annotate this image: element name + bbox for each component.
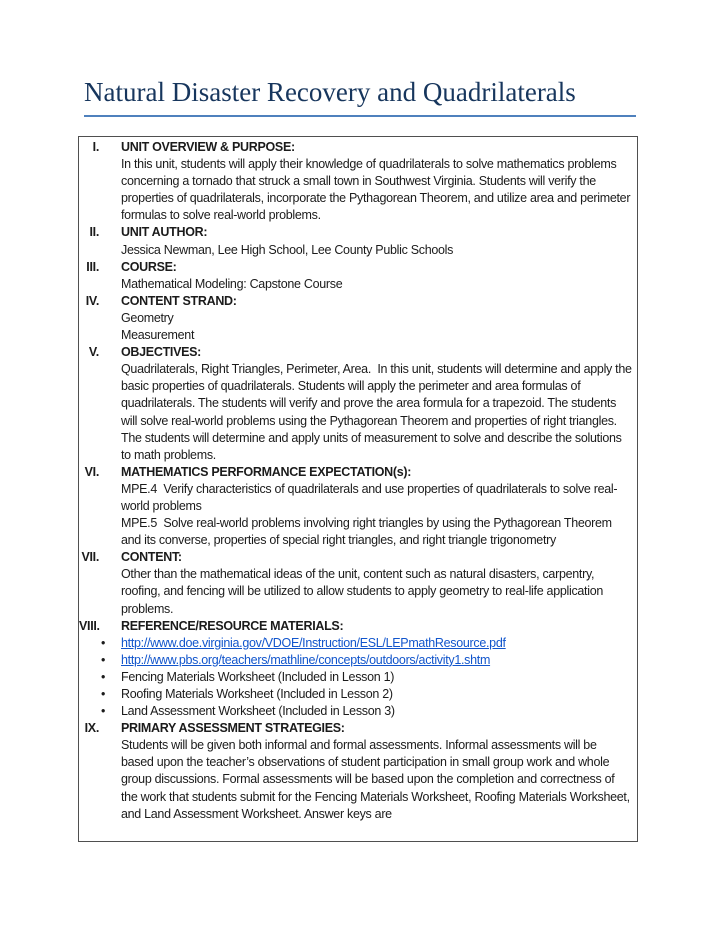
section-paragraph: Mathematical Modeling: Capstone Course (121, 276, 343, 291)
section-numeral: II. (89, 225, 99, 240)
section-paragraph: In this unit, students will apply their knowledge of quadrilaterals to solve mathematics problems concerning a tornado that struck a small town in Southwest Virginia. Students will verify the properties of quadrilaterals, incorporate the Pythagorean Theorem, and utilize area and perimeter formulas to solve real-world problems. (121, 157, 634, 223)
section-paragraph: Jessica Newman, Lee High School, Lee County Public Schools (121, 242, 454, 257)
outline-section (79, 344, 637, 464)
section-content (101, 618, 637, 721)
section-paragraph: Geometry (121, 310, 174, 325)
section-heading: CONTENT: (121, 550, 182, 565)
section-numeral: IX. (84, 721, 99, 736)
section-paragraph: MPE.4 Verify characteristics of quadrilaterals and use properties of quadrilaterals to solve real-world problems (121, 481, 618, 513)
section-paragraph: Students will be given both informal and formal assessments. Informal assessments will be based upon the teacher’s observations of student participation in small group work and whole group discussions. Formal assessments will be based upon the completion and correctness of the work that students submit for the Fencing Materials Worksheet, Roofing Materials Worksheet, and Land Assessment Worksheet. Answer keys are (121, 738, 633, 821)
section-heading: UNIT AUTHOR: (121, 225, 208, 240)
outline-section (79, 618, 637, 721)
list-item (101, 669, 632, 686)
outline-section (79, 224, 637, 258)
bullet-icon: • (101, 669, 106, 684)
section-content (121, 720, 637, 823)
section-content (121, 344, 637, 464)
list-item (101, 686, 632, 703)
section-heading: OBJECTIVES: (121, 345, 202, 360)
bullet-icon: • (101, 687, 106, 701)
section-content (121, 464, 637, 549)
section-content (121, 224, 637, 258)
section-numeral: VIII. (79, 618, 100, 633)
outline-section (79, 464, 637, 549)
list-item (101, 703, 632, 720)
section-paragraph: Other than the mathematical ideas of the unit, content such as natural disasters, carpentry, roofing, and fencing will be utilized to allow students to apply geometry to real-life application problems. (121, 567, 607, 616)
outline-section (79, 549, 637, 617)
outline-section (79, 139, 637, 224)
section-numeral: IV. (85, 293, 99, 308)
bullet-icon: • (101, 704, 106, 719)
section-numeral: I. (92, 140, 99, 154)
section-numeral: VI. (84, 464, 99, 479)
outline-sections (79, 139, 637, 823)
unit-outline-box (78, 136, 638, 842)
section-content (121, 259, 637, 293)
page-title: Natural Disaster Recovery and Quadrilaterals (84, 76, 636, 117)
bullet-icon: • (101, 652, 106, 667)
resource-item-text: Fencing Materials Worksheet (Included in Lesson 1) (121, 669, 395, 684)
section-content (121, 549, 637, 617)
resource-item-text: Roofing Materials Worksheet (Included in Lesson 2) (121, 687, 393, 701)
section-paragraph: Measurement (121, 328, 195, 343)
section-paragraph: Quadrilaterals, Right Triangles, Perimeter, Area. In this unit, students will determine and apply the basic properties of quadrilaterals. Students will apply the perimeter and area formulas of quadrilaterals. The students will verify and prove the area formula for a trapezoid. The students will solve real-world problems using the Pythagorean Theorem and properties of right triangles. The students will determine and apply units of measurement to solve and describe the solutions to math problems. (121, 362, 635, 462)
section-heading: REFERENCE/RESOURCE MATERIALS: (121, 618, 344, 633)
list-item (101, 635, 632, 652)
outline-section (79, 720, 637, 823)
resource-list (101, 635, 632, 720)
outline-section (79, 293, 637, 344)
section-numeral: VII. (81, 550, 99, 565)
section-content (121, 139, 637, 224)
resource-link[interactable]: http://www.doe.virginia.gov/VDOE/Instruction/ESL/LEPmathResource.pdf (121, 635, 506, 650)
section-heading: PRIMARY ASSESSMENT STRATEGIES: (121, 721, 345, 736)
bullet-icon: • (101, 635, 106, 650)
section-heading: CONTENT STRAND: (121, 293, 237, 308)
section-numeral: III. (86, 259, 99, 274)
section-heading: COURSE: (121, 259, 177, 274)
section-paragraph: MPE.5 Solve real-world problems involving right triangles by using the Pythagorean Theorem and its converse, properties of special right triangles, and right triangle trigonometry (121, 516, 615, 548)
section-numeral: V. (88, 345, 99, 360)
section-heading: MATHEMATICS PERFORMANCE EXPECTATION(s): (121, 464, 412, 479)
resource-link[interactable]: http://www.pbs.org/teachers/mathline/concepts/outdoors/activity1.shtm (121, 652, 491, 667)
resource-item-text: Land Assessment Worksheet (Included in Lesson 3) (121, 704, 395, 719)
section-content (121, 293, 637, 344)
outline-section (79, 259, 637, 293)
list-item (101, 652, 632, 669)
section-heading: UNIT OVERVIEW & PURPOSE: (121, 140, 295, 154)
